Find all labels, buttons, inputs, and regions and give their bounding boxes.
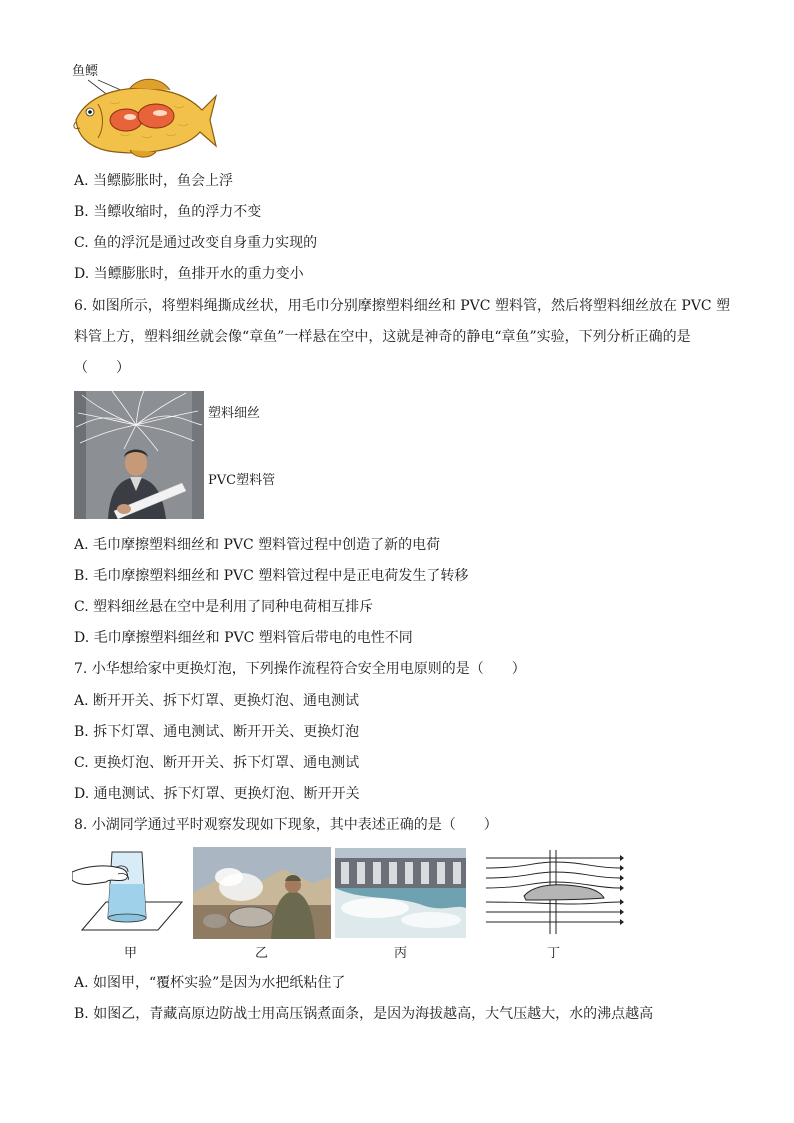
q5-option-d: D. 当鳔膨胀时，鱼排开水的重力变小 xyxy=(74,266,304,282)
caption-ding: 丁 xyxy=(547,946,561,961)
q7-option-c: C. 更换灯泡、断开开关、拆下灯罩、通电测试 xyxy=(74,755,360,771)
q6-stem-line-1: 6. 如图所示，将塑料绳撕成丝状，用毛巾分别摩擦塑料细丝和 PVC 塑料管，然后将塑料细丝放在 PVC 塑 xyxy=(74,298,731,314)
static-octopus-figure xyxy=(74,391,294,521)
q5-option-b: B. 当鳔收缩时，鱼的浮力不变 xyxy=(74,204,262,220)
q6-option-d: D. 毛巾摩擦塑料细丝和 PVC 塑料管后带电的电性不同 xyxy=(74,630,413,646)
caption-yi: 乙 xyxy=(255,946,269,961)
q7-option-d: D. 通电测试、拆下灯罩、更换灯泡、断开开关 xyxy=(74,786,360,802)
pvc-pipe-label: PVC塑料管 xyxy=(208,473,276,488)
q6-option-b: B. 毛巾摩擦塑料细丝和 PVC 塑料管过程中是正电荷发生了转移 xyxy=(74,568,469,584)
q5-option-c: C. 鱼的浮沉是通过改变自身重力实现的 xyxy=(74,235,318,251)
q6-option-a: A. 毛巾摩擦塑料细丝和 PVC 塑料管过程中创造了新的电荷 xyxy=(74,537,441,553)
figure-yi xyxy=(193,847,331,939)
q6-option-c: C. 塑料细丝悬在空中是利用了同种电荷相互排斥 xyxy=(74,599,374,615)
plastic-strands-label: 塑料细丝 xyxy=(208,406,261,421)
q6-stem-line-3: （ ） xyxy=(74,360,130,376)
swim-bladder-label: 鱼鳔 xyxy=(72,64,99,79)
q8-option-b: B. 如图乙，青藏高原边防战士用高压锅煮面条，是因为海拔越高，大气压越大，水的沸点越高 xyxy=(74,1006,654,1022)
static-octopus-photo xyxy=(74,391,204,519)
q6-stem-line-2: 料管上方，塑料细丝就会像“章鱼”一样悬在空中，这就是神奇的静电“章鱼”实验，下列分析正确的是 xyxy=(74,329,691,345)
caption-bing: 丙 xyxy=(394,946,408,961)
fish-figure xyxy=(70,62,220,162)
fish-illustration xyxy=(70,62,220,162)
caption-jia: 甲 xyxy=(124,946,138,961)
q5-option-a: A. 当鳔膨胀时，鱼会上浮 xyxy=(74,173,234,189)
q7-option-a: A. 断开开关、拆下灯罩、更换灯泡、通电测试 xyxy=(74,693,360,709)
q8-option-a: A. 如图甲，“覆杯实验”是因为水把纸粘住了 xyxy=(74,975,346,991)
q8-stem: 8. 小湖同学通过平时观察发现如下现象，其中表述正确的是（ ） xyxy=(74,817,498,833)
q7-option-b: B. 拆下灯罩、通电测试、断开开关、更换灯泡 xyxy=(74,724,360,740)
q7-stem: 7. 小华想给家中更换灯泡，下列操作流程符合安全用电原则的是（ ） xyxy=(74,661,526,677)
figure-jia xyxy=(72,848,184,938)
figure-ding xyxy=(484,850,624,934)
figure-bing xyxy=(335,848,466,938)
